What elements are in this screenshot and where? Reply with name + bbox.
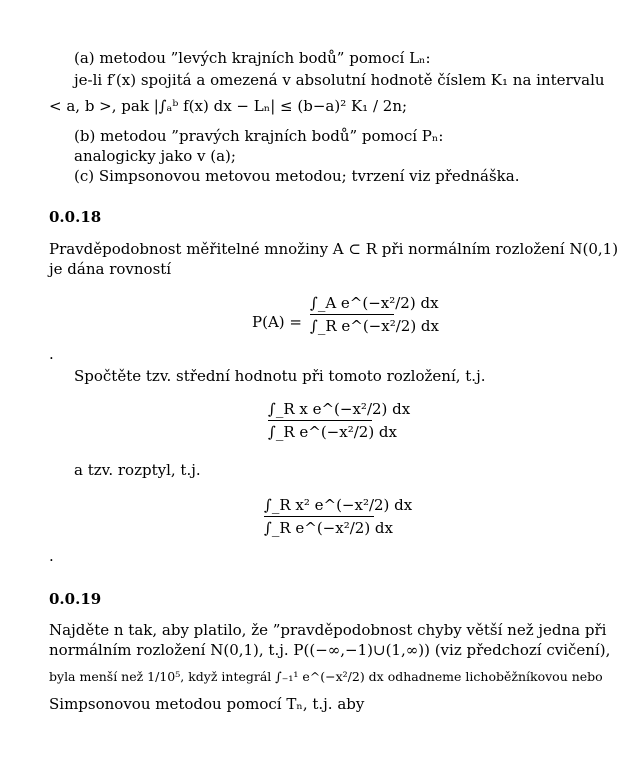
sec18-paragraph-2: je dána rovností <box>49 260 172 278</box>
item-b: (b) metodou ”pravých krajních bodů” pomocí Pₙ: <box>74 127 444 145</box>
dot-1: . <box>49 345 54 363</box>
formula-3-denominator: ∫_R e^(−x²/2) dx <box>264 519 393 537</box>
condition-line-1: je-li f′(x) spojitá a omezená v absolutní hodnotě číslem K₁ na intervalu <box>74 71 605 89</box>
section-heading-18: 0.0.18 <box>49 208 102 226</box>
sec19-line-2: normálním rozložení N(0,1), t.j. P((−∞,−1)∪(1,∞)) (viz předchozí cvičení), <box>49 641 611 659</box>
formula-3-bar <box>264 516 374 517</box>
formula-1-fraction <box>310 294 439 335</box>
formula-1-denominator: ∫_R e^(−x²/2) dx <box>310 317 439 335</box>
formula-1-numerator: ∫_A e^(−x²/2) dx <box>310 294 439 312</box>
formula-2-denominator: ∫_R e^(−x²/2) dx <box>268 423 397 441</box>
formula-2-fraction <box>268 400 411 441</box>
section-heading-19: 0.0.19 <box>49 590 102 608</box>
sec19-line-1: Najděte n tak, aby platilo, že ”pravděpodobnost chyby větší než jedna při <box>49 621 607 639</box>
sec18-paragraph-4: a tzv. rozptyl, t.j. <box>74 461 201 479</box>
sec19-line-4: Simpsonovou metodou pomocí Tₙ, t.j. aby <box>49 695 365 713</box>
sec18-paragraph-1: Pravděpodobnost měřitelné množiny A ⊂ R při normálním rozložení N(0,1) <box>49 240 619 258</box>
sec19-line-3: byla menší než 1/10⁵, když integrál ∫₋₁¹ e^(−x²/2) dx odhadneme lichoběžníkovou nebo <box>49 669 603 684</box>
formula-1-left: P(A) = <box>252 313 302 331</box>
dot-2: . <box>49 547 54 565</box>
formula-2-bar <box>268 420 372 421</box>
formula-3-fraction <box>264 496 413 537</box>
item-b-note: analogicky jako v (a); <box>74 147 236 165</box>
formula-1-bar <box>310 314 394 315</box>
item-c: (c) Simpsonovou metovou metodou; tvrzení viz přednáška. <box>74 167 520 185</box>
formula-3-numerator: ∫_R x² e^(−x²/2) dx <box>264 496 413 514</box>
item-a: (a) metodou ”levých krajních bodů” pomocí Lₙ: <box>74 49 431 67</box>
sec18-paragraph-3: Spočtěte tzv. střední hodnotu při tomoto rozložení, t.j. <box>74 367 486 385</box>
condition-line-2: < a, b >, pak |∫ₐᵇ f(x) dx − Lₙ| ≤ (b−a)² K₁ / 2n; <box>49 97 408 115</box>
formula-2-numerator: ∫_R x e^(−x²/2) dx <box>268 400 411 418</box>
